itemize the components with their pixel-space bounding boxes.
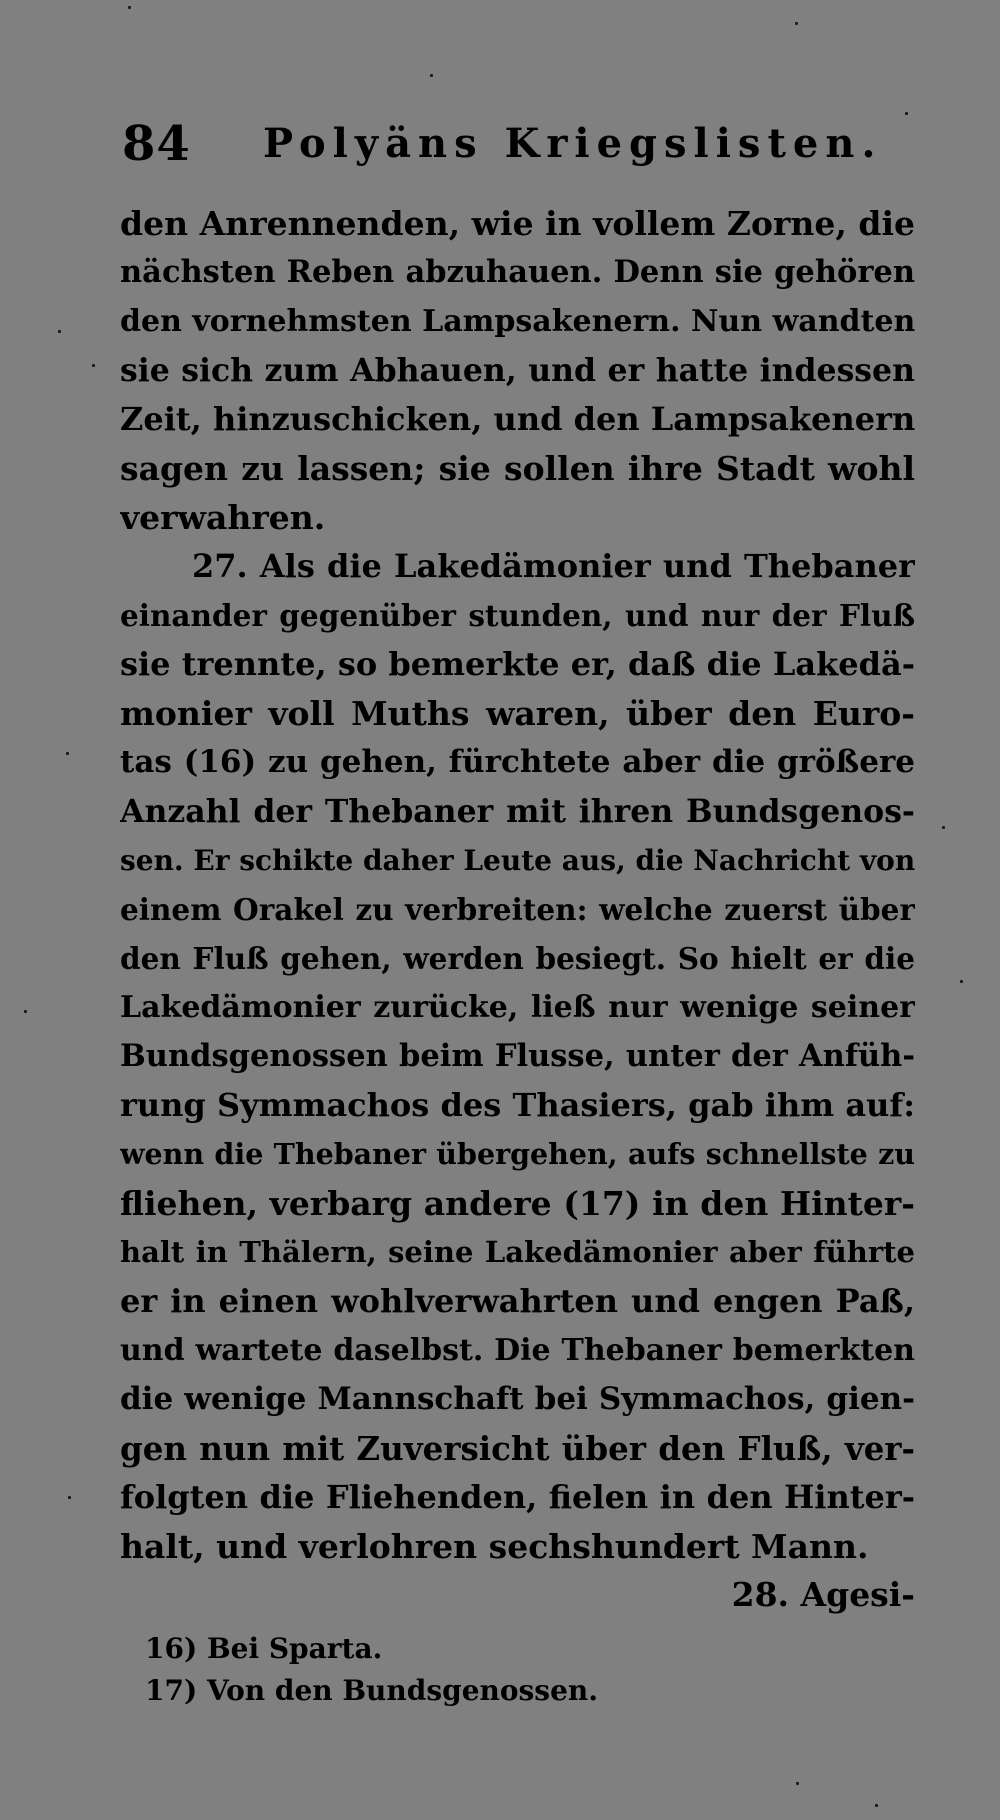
scan-speck [68,1496,71,1499]
text-line: sen. Er schikte daher Leute aus, die Nachricht von [120,844,915,877]
scan-speck [24,1010,27,1013]
text-line: sie trennte, so bemerkte er, daß die Lakedä- [120,645,915,683]
text-line: und wartete daselbst. Die Thebaner bemerkten [120,1333,915,1368]
text-line: den vornehmsten Lampsakenern. Nun wandten [120,304,915,339]
scan-speck [905,112,908,115]
scan-speck [960,980,963,983]
text-line: sagen zu lassen; sie sollen ihre Stadt wohl [120,449,915,488]
footnote: 16) Bei Sparta. [145,1632,383,1665]
scan-speck [66,752,69,755]
running-title: Polyäns Kriegslisten. [263,120,883,167]
scan-speck [796,1782,799,1785]
text-line: Anzahl der Thebaner mit ihren Bundsgenos- [120,793,915,830]
text-line: halt in Thälern, seine Lakedämonier aber führte [120,1235,915,1269]
text-line: fliehen, verbarg andere (17) in den Hinter- [120,1184,915,1223]
footnotes [145,1628,845,1712]
scan-speck [128,6,131,9]
text-line: Lakedämonier zurücke, ließ nur wenige seiner [120,990,915,1025]
text-line: nächsten Reben abzuhauen. Denn sie gehören [120,254,915,290]
text-line: tas (16) zu gehen, fürchtete aber die größere [120,744,915,780]
text-line: die wenige Mannschaft bei Symmachos, gien- [120,1381,915,1417]
scan-speck [58,330,61,333]
text-line: den Fluß gehen, werden besiegt. So hielt er die [120,941,915,976]
text-line: Bundsgenossen beim Flusse, unter der Anfüh- [120,1038,915,1074]
scan-speck [430,74,433,77]
scan-speck [92,364,95,367]
footnote: 17) Von den Bundsgenossen. [145,1674,598,1707]
text-line: den Anrennenden, wie in vollem Zorne, die [120,204,915,243]
paragraph-start-line: 27. Als die Lakedämonier und Thebaner [192,547,915,585]
scan-speck [942,826,945,829]
page-header [122,112,922,182]
page-number: 84 [122,116,191,172]
scan-speck [875,1804,878,1807]
text-line: wenn die Thebaner übergehen, aufs schnellste zu [120,1137,915,1171]
text-line: einem Orakel zu verbreiten: welche zuerst über [120,892,915,927]
scan-speck [795,22,798,25]
text-line: halt, und verlohren sechshundert Mann. [120,1527,869,1566]
text-line: gen nun mit Zuversicht über den Fluß, ver- [120,1429,915,1468]
text-line: verwahren. [120,498,326,537]
text-line: monier voll Muths waren, über den Euro- [120,694,915,733]
text-line: Zeit, hinzuschicken, und den Lampsakenern [120,400,915,438]
text-line: rung Symmachos des Thasiers, gab ihm auf: [120,1086,915,1124]
text-line: folgten die Fliehenden, fielen in den Hinter- [120,1478,915,1516]
body-text [120,199,915,1571]
text-line: einander gegenüber stunden, und nur der Fluß [120,598,915,633]
catchword: 28. Agesi- [731,1575,915,1614]
text-line: er in einen wohlverwahrten und engen Paß, [120,1282,915,1320]
text-line: sie sich zum Abhauen, und er hatte indessen [120,352,915,389]
